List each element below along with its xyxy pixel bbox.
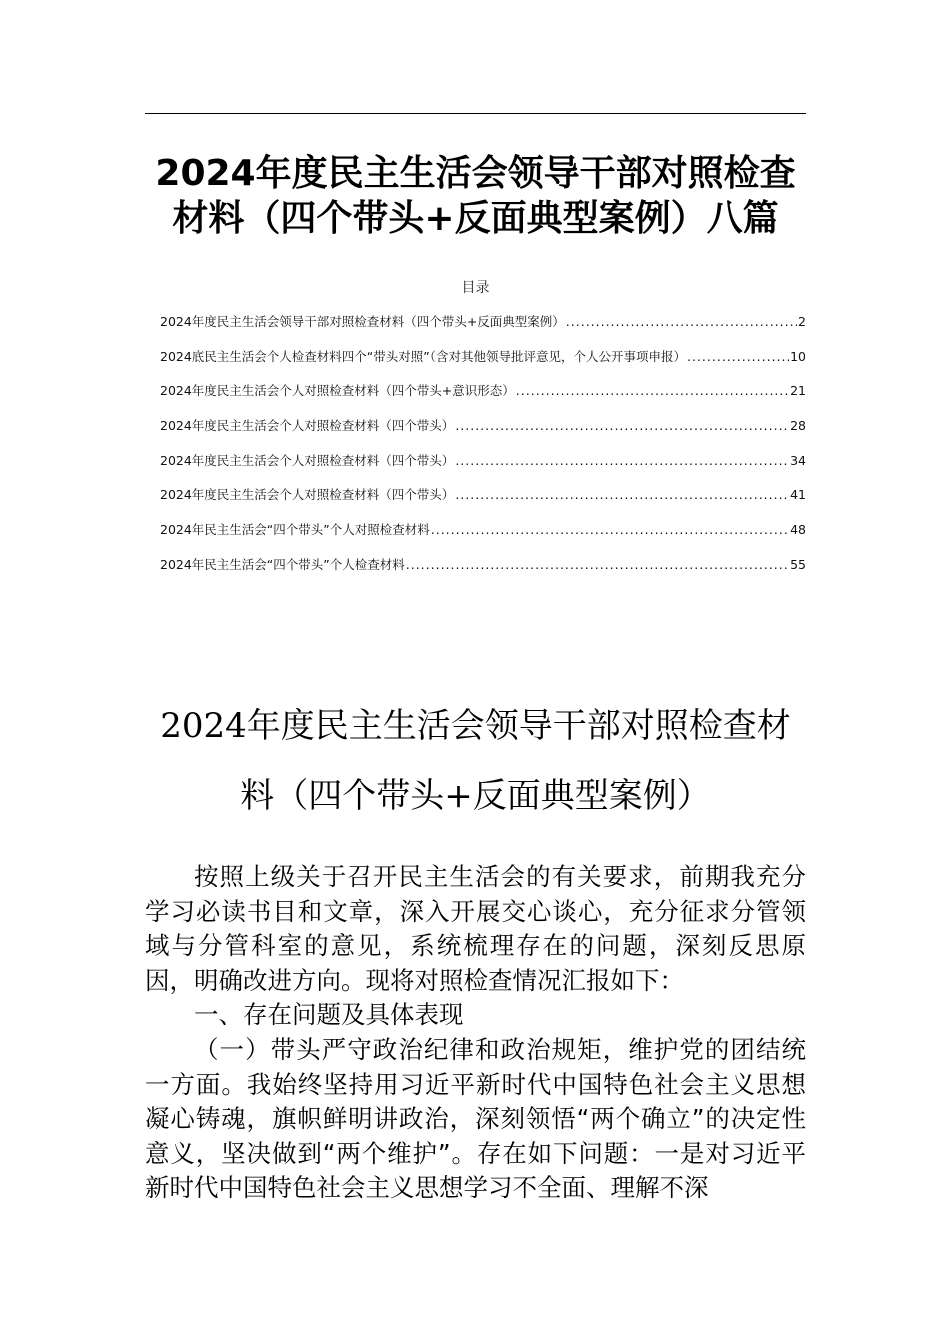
toc-entry-page: 55 [790,556,806,572]
document-body [145,860,806,1206]
toc-entry-page: 41 [790,487,806,503]
toc-entry-4[interactable] [160,416,806,451]
toc-entry-text: 2024年民主生活会“四个带头”个人对照检查材料 [160,522,430,538]
toc-entry-text: 2024年民主生活会“四个带头”个人检查材料 [160,556,405,572]
toc-entry-page: 34 [790,452,806,468]
document-title-line-1: 2024年度民主生活会领导干部对照检查材 [160,706,791,746]
toc-leader [516,383,789,398]
toc-entry-2[interactable] [160,347,806,382]
body-paragraph-1: （一）带头严守政治纪律和政治规矩，维护党的团结统一方面。我始终坚持用习近平新时代中国特色社会主义思想凝心铸魂，旗帜鲜明讲政治，深刻领悟“两个确立”的决定性意义，坚决做到“两个维护”。存在如下问题：一是对习近平新时代中国特色社会主义思想学习不全面、理解不深 [145,1034,806,1203]
toc-entry-text: 2024年度民主生活会个人对照检查材料（四个带头） [160,452,455,468]
toc-entry-6[interactable] [160,485,806,520]
toc-leader [687,349,789,364]
toc-leader [455,453,789,468]
toc-entry-7[interactable] [160,520,806,555]
toc-entry-text: 2024年度民主生活会个人对照检查材料（四个带头） [160,487,455,503]
toc-leader [406,557,789,572]
toc-entry-1[interactable] [160,312,806,347]
toc-entry-page: 28 [790,418,806,434]
toc-entry-text: 2024年度民主生活会个人对照检查材料（四个带头） [160,418,455,434]
toc-entry-8[interactable] [160,555,806,590]
toc-leader [566,314,797,329]
toc-entry-text: 2024年度民主生活会个人对照检查材料（四个带头+意识形态） [160,383,515,399]
toc-entry-page: 10 [790,348,806,364]
table-of-contents [160,312,806,590]
header-rule [145,113,806,114]
toc-leader [455,418,789,433]
body-paragraph-intro: 按照上级关于召开民主生活会的有关要求，前期我充分学习必读书目和文章，深入开展交心谈心，充分征求分管领域与分管科室的意见，系统梳理存在的问题，深刻反思原因，明确改进方向。现将对照检查情况汇报如下： [145,862,806,995]
document-title-line-2: 料（四个带头+反面典型案例） [240,776,711,816]
toc-entry-text: 2024底民主生活会个人检查材料四个“带头对照”（含对其他领导批评意见，个人公开事项申报） [160,348,687,364]
section-heading: 一、存在问题及具体表现 [194,1000,464,1030]
main-title-line-2: 材料（四个带头+反面典型案例）八篇 [172,198,779,239]
toc-leader [431,522,789,537]
toc-entry-page: 2 [798,314,806,329]
toc-entry-page: 21 [790,383,806,399]
toc-entry-page: 48 [790,522,806,538]
toc-heading: 目录 [461,280,490,296]
toc-leader [455,487,789,502]
toc-entry-5[interactable] [160,451,806,486]
toc-entry-text: 2024年度民主生活会领导干部对照检查材料（四个带头+反面典型案例） [160,314,565,329]
main-title-line-1: 2024年度民主生活会领导干部对照检查 [155,153,796,194]
toc-entry-3[interactable] [160,381,806,416]
